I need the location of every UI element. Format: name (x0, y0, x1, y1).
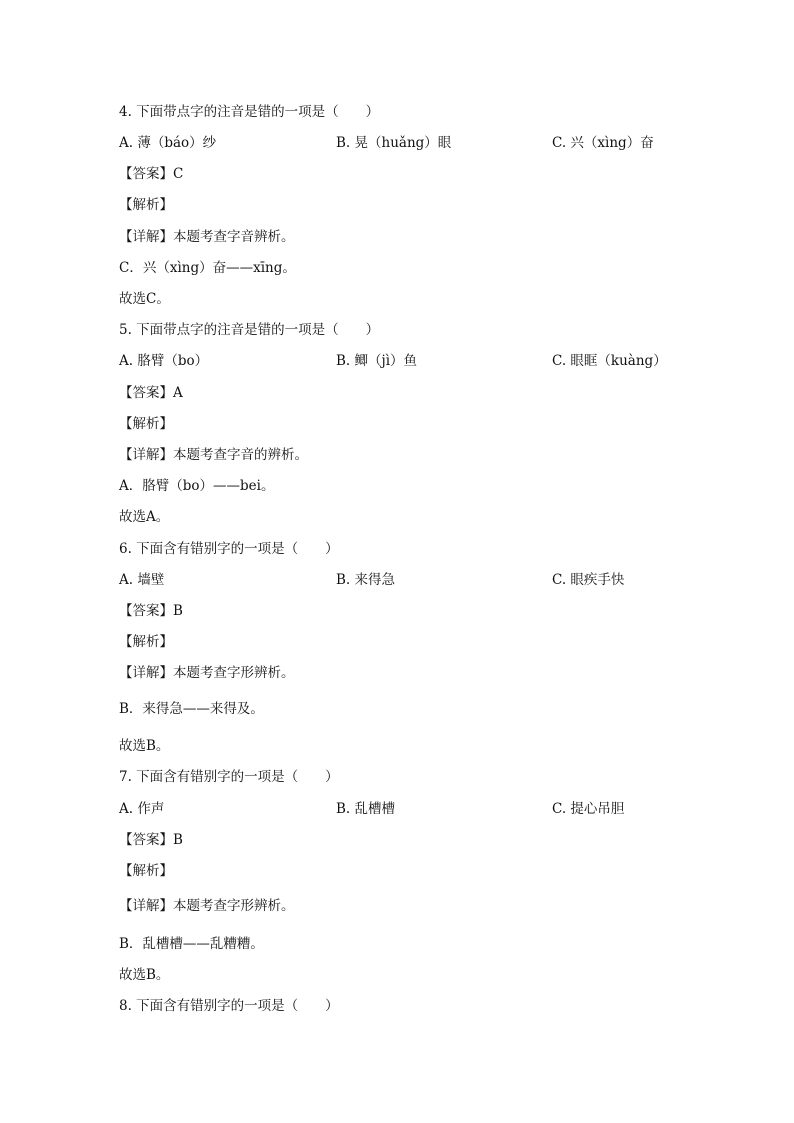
question-7-option-a: A. 作声 (119, 801, 165, 817)
detail-tag: 【详解】 (119, 229, 173, 245)
question-8-stem: 8. 下面含有错别字的一项是（ ） (119, 998, 339, 1014)
answer-tag: 【答案】 (119, 385, 173, 401)
question-5-analysis-tag: 【解析】 (119, 416, 173, 432)
question-5-detail (119, 446, 308, 464)
answer-value: C (173, 166, 184, 182)
answer-value: B (173, 603, 183, 619)
question-6-option-b: B. 来得急 (336, 572, 396, 588)
question-4-conclusion: 故选C。 (119, 291, 170, 307)
question-4-option-a: A. 薄（báo）纱 (119, 135, 217, 151)
question-4-option-b: B. 晃（huǎng）眼 (336, 135, 452, 151)
question-4-option-c: C. 兴（xìng）奋 (552, 135, 654, 151)
answer-value: B (173, 832, 183, 848)
question-6-detail (119, 664, 295, 682)
question-7-stem: 7. 下面含有错别字的一项是（ ） (119, 769, 339, 785)
question-6-stem: 6. 下面含有错别字的一项是（ ） (119, 541, 339, 557)
question-7-analysis-tag: 【解析】 (119, 863, 173, 879)
question-5-option-a: A. 胳臂（bo） (119, 353, 209, 369)
question-5-conclusion: 故选A。 (119, 509, 170, 525)
question-7-option-b: B. 乱槽槽 (336, 801, 396, 817)
question-4-answer (119, 165, 183, 183)
detail-tag: 【详解】 (119, 447, 173, 463)
question-5-explain: A．胳臂（bo）——bei。 (119, 478, 275, 494)
answer-tag: 【答案】 (119, 603, 173, 619)
question-4-detail (119, 228, 295, 246)
question-6-conclusion: 故选B。 (119, 738, 170, 754)
question-5-option-c: C. 眼眶（kuàng） (552, 353, 667, 369)
question-6-option-a: A. 墙壁 (119, 572, 165, 588)
detail-text: 本题考查字形辨析。 (173, 898, 295, 914)
question-7-explain: B．乱槽槽——乱糟糟。 (119, 936, 264, 952)
question-7-detail (119, 897, 295, 915)
question-4-analysis-tag: 【解析】 (119, 197, 173, 213)
question-4-stem: 4. 下面带点字的注音是错的一项是（ ） (119, 104, 380, 120)
question-5-stem: 5. 下面带点字的注音是错的一项是（ ） (119, 322, 380, 338)
answer-value: A (173, 385, 183, 401)
detail-tag: 【详解】 (119, 665, 173, 681)
question-7-conclusion: 故选B。 (119, 967, 170, 983)
question-6-explain: B．来得急——来得及。 (119, 701, 264, 717)
detail-text: 本题考查字音的辨析。 (173, 447, 308, 463)
question-6-answer (119, 602, 183, 620)
answer-tag: 【答案】 (119, 832, 173, 848)
question-4-explain: C．兴（xìng）奋——xīng。 (119, 260, 296, 276)
question-5-option-b: B. 鲫（jì）鱼 (336, 353, 418, 369)
detail-tag: 【详解】 (119, 898, 173, 914)
detail-text: 本题考查字音辨析。 (173, 229, 295, 245)
question-7-answer (119, 831, 183, 849)
question-6-option-c: C. 眼疾手快 (552, 572, 625, 588)
question-7-option-c: C. 提心吊胆 (552, 801, 625, 817)
question-5-answer (119, 384, 183, 402)
question-6-analysis-tag: 【解析】 (119, 634, 173, 650)
answer-tag: 【答案】 (119, 166, 173, 182)
detail-text: 本题考查字形辨析。 (173, 665, 295, 681)
